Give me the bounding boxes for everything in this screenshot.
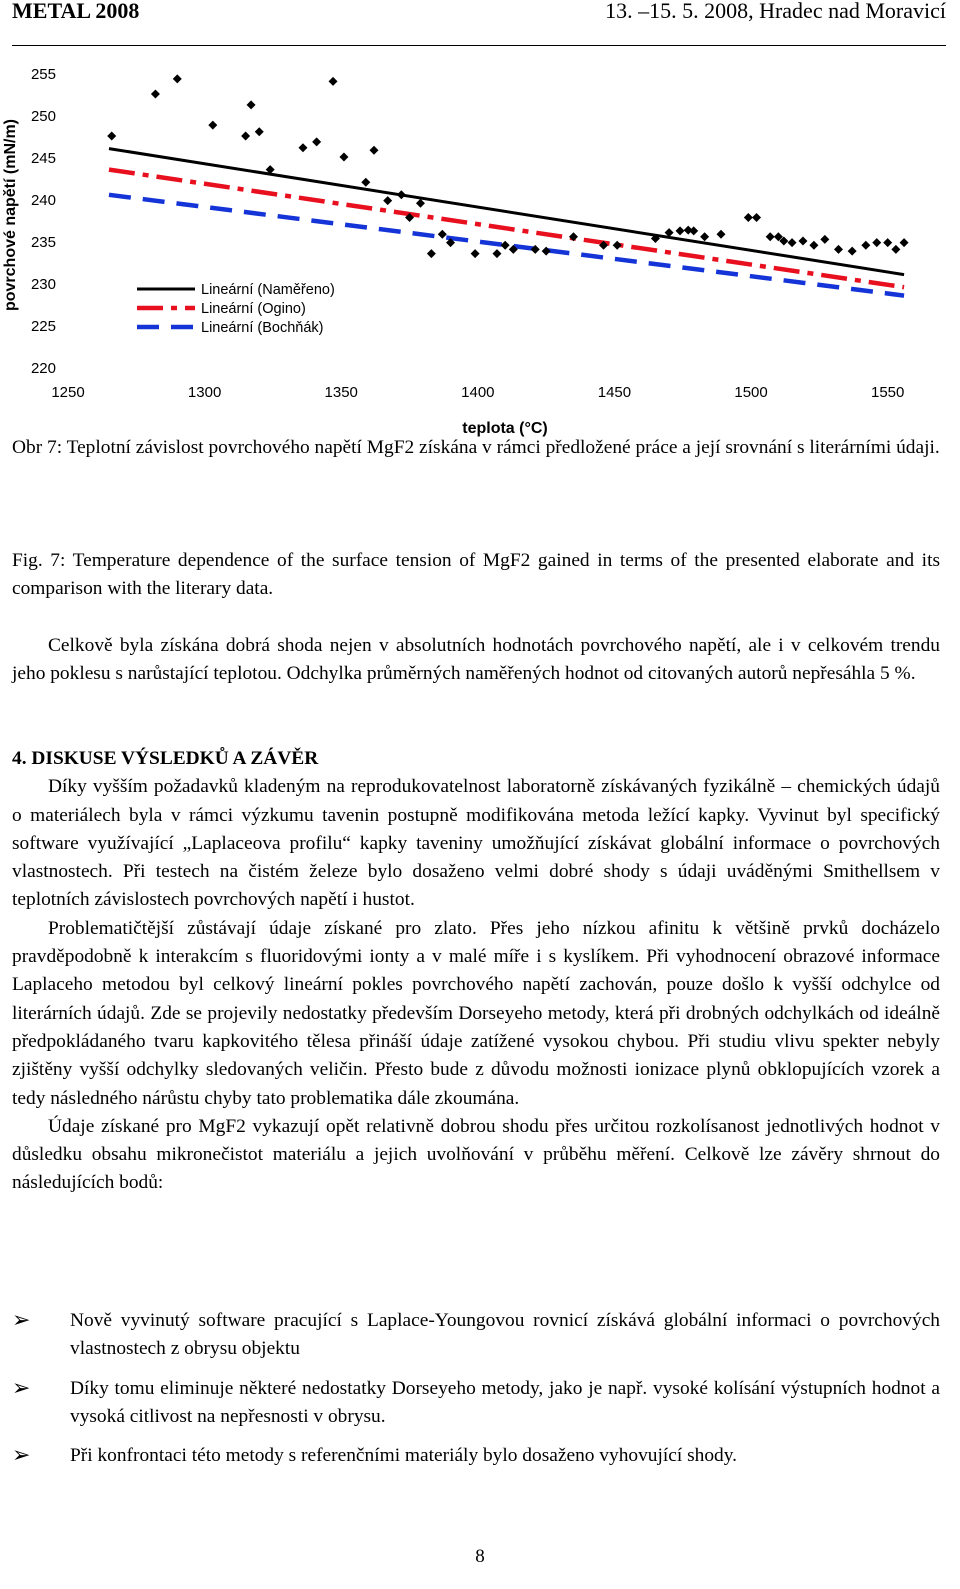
data-point: [471, 249, 480, 258]
discussion-paragraph-2: Problematičtější zůstávají údaje získané pro zlato. Přes jeho nízkou afinitu k většině prvků docházelo pravděpodobně k interakcím s fluoridovými ionty a v malé míře i s kyslíkem. Při vyhodnocení obrazové informace Laplaceho metodou byl celkový lineární pokles povrchového napětí zachován, pouze došlo k vyšší odchylce od literárních údajů. Zde se projevily nedostatky především Dorseyeho metody, která při drobných odchylkách od ideálně předpokládaného tvaru kapkovitého tělesa přináší údaje zatížené vysokou chybou. Při studiu vlivu spekter nebyly zjištěny vyšší odchylky sledovaných veličin. Přesto bude z důvodu možnosti ionizace plynů obklopujících vzorek a tedy následného nárůstu chyby tato problematika dále zkoumána.: [12, 917, 940, 1109]
y-tick-label: 245: [30, 150, 56, 167]
data-point: [427, 249, 436, 258]
legend-label: Lineární (Ogino): [201, 301, 306, 317]
x-tick-label: 1550: [870, 384, 905, 401]
list-item: ➢ Při konfrontaci této metody s referenčními materiály bylo dosaženo vyhovující shody.: [12, 1442, 940, 1470]
data-point: [397, 190, 406, 199]
page-header: [12, 0, 946, 32]
figure-caption-cz: Obr 7: Teplotní závislost povrchového napětí MgF2 získána v rámci předložené práce a její srovnání s literárními údaji.: [12, 437, 940, 458]
arrow-bullet-icon: ➢: [12, 1375, 31, 1401]
y-tick-label: 220: [30, 360, 56, 377]
y-axis-label: povrchové napětí (mN/m): [2, 118, 19, 312]
data-point: [891, 245, 900, 254]
data-point: [501, 241, 510, 250]
data-point: [107, 132, 116, 141]
data-point: [752, 213, 761, 222]
arrow-bullet-icon: ➢: [12, 1308, 31, 1333]
intro-paragraph-block: [12, 632, 940, 689]
legend-label: Lineární (Bochňák): [201, 320, 324, 336]
y-tick-label: 230: [30, 276, 56, 293]
list-item: ➢ Nově vyvinutý software pracující s Laplace-Youngovou rovnicí získává globální informaci o povrchových vlastnostech z obrysu objektu: [12, 1308, 940, 1360]
y-tick-label: 235: [30, 234, 56, 251]
discussion-paragraph-3: Údaje získané pro MgF2 vykazují opět relativně dobrou shodu přes určitou rozkolísanost jednotlivých hodnot v důsledku obsahu mikronečistot materiálu a jejich uvolňování v průběhu měření. Celkově lze závěry shrnout do následujících bodů:: [12, 1115, 940, 1194]
x-tick-label: 1400: [461, 384, 495, 401]
data-point: [872, 238, 881, 247]
page-number: 8: [475, 1546, 485, 1567]
data-point: [848, 247, 857, 256]
data-point: [438, 230, 447, 239]
data-point: [247, 100, 256, 109]
data-point: [339, 153, 348, 162]
data-point: [361, 178, 370, 187]
conference-name: METAL 2008: [12, 0, 140, 23]
data-point: [542, 247, 551, 256]
data-point: [255, 127, 264, 136]
data-point: [788, 238, 797, 247]
section-discussion: [12, 745, 940, 1198]
data-point: [241, 132, 250, 141]
x-axis-label: teplota (°C): [462, 420, 548, 437]
data-point: [329, 77, 338, 86]
data-point: [834, 245, 843, 254]
data-point: [151, 90, 160, 99]
x-tick-label: 1300: [187, 384, 222, 401]
data-point: [173, 74, 182, 83]
data-point: [717, 230, 726, 239]
x-tick-label: 1250: [51, 384, 85, 401]
data-point: [689, 226, 698, 235]
discussion-paragraph-1: Díky vyšším požadavků kladeným na reprodukovatelnost laboratorně získávaných fyzikálně – chemických údajů o materiálech byla v rámci výzkumu tavenin postupně modifikována metoda ležící kapky. Vyvinut byl specifický software využívající „Laplaceova profilu“ kapky taveniny umožňující získávat globální informace o povrchových vlastnostech. Při testech na čistém železe bylo dosaženo velmi dobré shody s údaji uváděnými Smithellsem v teplotních závislostech povrchových napětí i hustot.: [12, 776, 940, 911]
header-rule: [12, 45, 946, 46]
data-point: [208, 121, 217, 130]
intro-paragraph: Celkově byla získána dobrá shoda nejen v absolutních hodnotách povrchového napětí, ale i v celkovém trendu jeho poklesu s narůstající teplotou. Odchylka průměrných naměřených hodnot od citovaných autorů nepřesáhla 5 %.: [12, 635, 940, 685]
section-title: 4. DISKUSE VÝSLEDKŮ A ZÁVĚR: [12, 748, 319, 769]
data-point: [298, 143, 307, 152]
data-point: [809, 241, 818, 250]
trend-line-2: [109, 170, 904, 288]
data-point: [883, 238, 892, 247]
data-point: [676, 226, 685, 235]
data-point: [700, 232, 709, 241]
data-point: [900, 238, 909, 247]
y-tick-label: 255: [30, 66, 56, 83]
data-point: [820, 235, 829, 244]
x-tick-label: 1500: [734, 384, 768, 401]
data-point: [766, 232, 775, 241]
data-point: [798, 237, 807, 246]
data-point: [861, 241, 870, 250]
data-point: [370, 146, 379, 155]
y-tick-label: 240: [30, 192, 56, 209]
arrow-bullet-icon: ➢: [12, 1443, 31, 1469]
data-point: [383, 196, 392, 205]
data-point: [492, 249, 501, 258]
x-tick-label: 1450: [597, 384, 632, 401]
y-tick-label: 250: [30, 108, 56, 125]
legend-label: Lineární (Naměřeno): [201, 282, 335, 298]
data-point: [312, 137, 321, 146]
list-item: ➢ Díky tomu eliminuje některé nedostatky Dorseyeho metody, jako je např. vysoké kolísání výstupních hodnot a vysoká citlivost na nepřesnosti v obrysu.: [12, 1375, 940, 1427]
conclusion-list: [12, 1307, 940, 1481]
figure-caption-en: Fig. 7: Temperature dependence of the surface tension of MgF2 gained in terms of the presented elaborate and its comparison with the literary data.: [12, 550, 940, 600]
data-point: [416, 199, 425, 208]
surface-tension-chart: [0, 55, 960, 440]
y-tick-label: 225: [30, 318, 56, 335]
data-point: [744, 213, 753, 222]
data-point: [613, 241, 622, 250]
conference-date-place: 13. –15. 5. 2008, Hradec nad Moravicí: [605, 0, 946, 23]
x-tick-label: 1350: [324, 384, 358, 401]
